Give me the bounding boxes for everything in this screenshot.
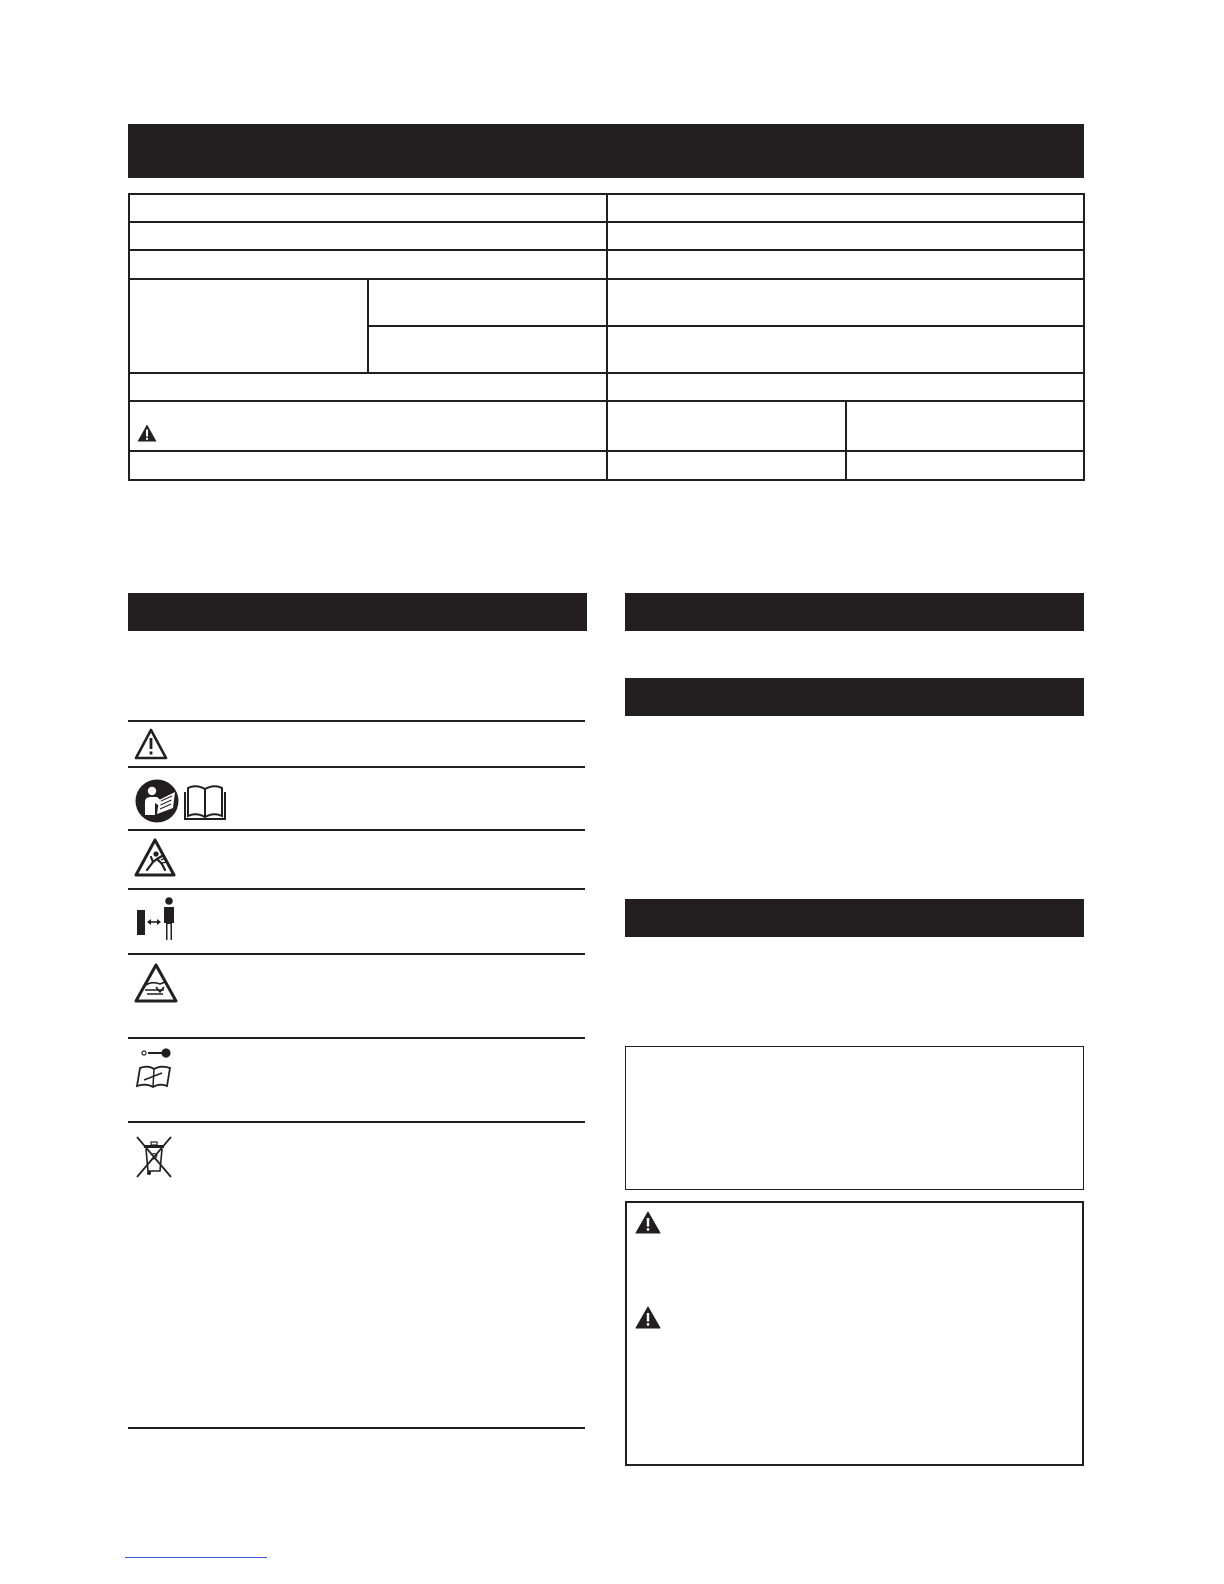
table-rule xyxy=(606,193,608,481)
symbol-divider xyxy=(128,953,585,955)
symbol-divider xyxy=(128,829,585,831)
warning-triangle-icon xyxy=(137,424,157,442)
symbol-divider xyxy=(128,720,585,722)
notice-box xyxy=(625,1046,1084,1190)
footer-link-underline xyxy=(125,1557,267,1558)
kickback-hazard-icon xyxy=(134,963,178,1005)
symbol-divider xyxy=(128,1427,585,1429)
symbol-divider xyxy=(128,1037,585,1039)
symbol-divider xyxy=(128,888,585,890)
table-rule xyxy=(367,325,1085,327)
warning-box xyxy=(625,1201,1084,1466)
keep-distance-icon xyxy=(136,896,180,942)
section1-header-bar xyxy=(625,593,1084,631)
remove-key-icon xyxy=(135,1047,175,1089)
read-manual-icon xyxy=(135,778,227,824)
section3-header-bar xyxy=(625,899,1084,937)
thrown-objects-icon xyxy=(134,838,176,878)
table-rule xyxy=(367,278,369,373)
warning-triangle-icon xyxy=(635,1211,661,1234)
crossed-bin-icon xyxy=(135,1135,173,1179)
table-rule xyxy=(845,400,847,481)
section2-header-bar xyxy=(625,678,1084,716)
symbol-divider xyxy=(128,766,585,768)
specifications-header-bar xyxy=(128,124,1084,178)
symbol-divider xyxy=(128,1121,585,1123)
warning-triangle-icon xyxy=(134,728,168,760)
symbols-intro xyxy=(128,650,587,700)
symbols-header-bar xyxy=(128,593,587,631)
warning-triangle-icon xyxy=(635,1306,661,1329)
